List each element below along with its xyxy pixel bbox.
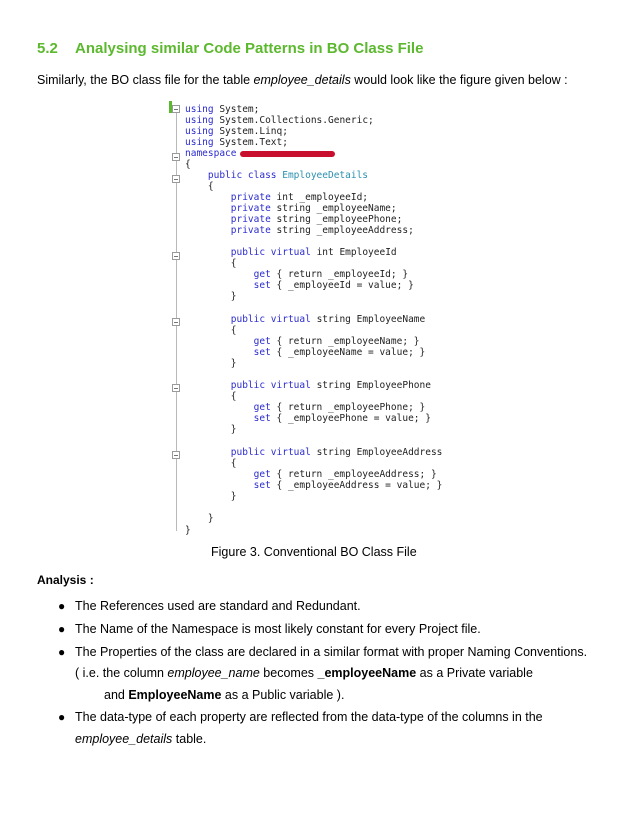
code-line: { (185, 159, 191, 170)
code-line: public virtual string EmployeePhone (185, 380, 431, 391)
code-line: { (185, 325, 237, 336)
collapse-icon (172, 318, 180, 326)
code-line: { (185, 458, 237, 469)
code-line: { (185, 258, 237, 269)
list-item-continuation: employee_details table. (75, 732, 207, 746)
code-line: public virtual string EmployeeAddress (185, 447, 443, 458)
list-item: The References used are standard and Redundant. (75, 599, 361, 613)
code-line: } (185, 291, 237, 302)
section-heading (37, 40, 423, 57)
outline-gutter (167, 103, 177, 533)
collapse-icon (172, 153, 180, 161)
figure-caption: Figure 3. Conventional BO Class File (211, 545, 417, 559)
code-line: private string _employeeName; (185, 203, 397, 214)
code-line: } (185, 358, 237, 369)
code-line: get { return _employeeName; } (185, 336, 420, 347)
code-line: set { _employeeName = value; } (185, 347, 426, 358)
analysis-label: Analysis : (37, 573, 94, 587)
collapse-icon (172, 175, 180, 183)
bullet-icon: ● (58, 599, 66, 613)
code-line: using System.Collections.Generic; (185, 115, 374, 126)
code-line: using System.Linq; (185, 126, 288, 137)
code-line: { (185, 181, 214, 192)
intro-paragraph (37, 73, 568, 87)
collapse-icon (172, 384, 180, 392)
bullet-icon: ● (58, 710, 66, 724)
code-line: } (185, 513, 214, 524)
redacted-namespace-scribble (240, 151, 335, 157)
code-line: } (185, 525, 191, 536)
code-line: set { _employeeAddress = value; } (185, 480, 443, 491)
code-line: set { _employeeId = value; } (185, 280, 414, 291)
code-line: } (185, 491, 237, 502)
table-name: employee_details (253, 73, 351, 87)
collapse-icon (172, 105, 180, 113)
bullet-icon: ● (58, 645, 66, 659)
code-line: get { return _employeePhone; } (185, 402, 426, 413)
collapse-icon (172, 252, 180, 260)
code-line: private string _employeePhone; (185, 214, 403, 225)
code-line: using System; (185, 104, 260, 115)
list-item: The data-type of each property are reflected from the data-type of the columns in the (75, 710, 543, 724)
list-item-continuation: ( i.e. the column employee_name becomes _employeeName as a Private variable (75, 666, 533, 680)
intro-text-end: would look like the figure given below : (350, 73, 568, 87)
list-item: The Name of the Namespace is most likely constant for every Project file. (75, 622, 481, 636)
code-screenshot (167, 95, 467, 541)
code-line: } (185, 424, 237, 435)
list-item: The Properties of the class are declared in a similar format with proper Naming Conventions. (75, 645, 588, 659)
code-line: public virtual int EmployeeId (185, 247, 397, 258)
list-item-continuation: and EmployeeName as a Public variable ). (104, 688, 345, 702)
collapse-icon (172, 451, 180, 459)
code-line: using System.Text; (185, 137, 288, 148)
code-line: set { _employeePhone = value; } (185, 413, 431, 424)
code-line: private string _employeeAddress; (185, 225, 414, 236)
code-line: namespace (185, 148, 335, 159)
code-line: get { return _employeeAddress; } (185, 469, 437, 480)
code-line: public virtual string EmployeeName (185, 314, 426, 325)
bullet-icon: ● (58, 622, 66, 636)
intro-text: Similarly, the BO class file for the table (37, 73, 254, 87)
code-line: public class EmployeeDetails (185, 170, 369, 181)
code-line: { (185, 391, 237, 402)
code-line: private int _employeeId; (185, 192, 369, 203)
code-line: get { return _employeeId; } (185, 269, 409, 280)
section-number: 5.2 (37, 40, 58, 57)
section-title: Analysing similar Code Patterns in BO Class File (75, 40, 424, 57)
